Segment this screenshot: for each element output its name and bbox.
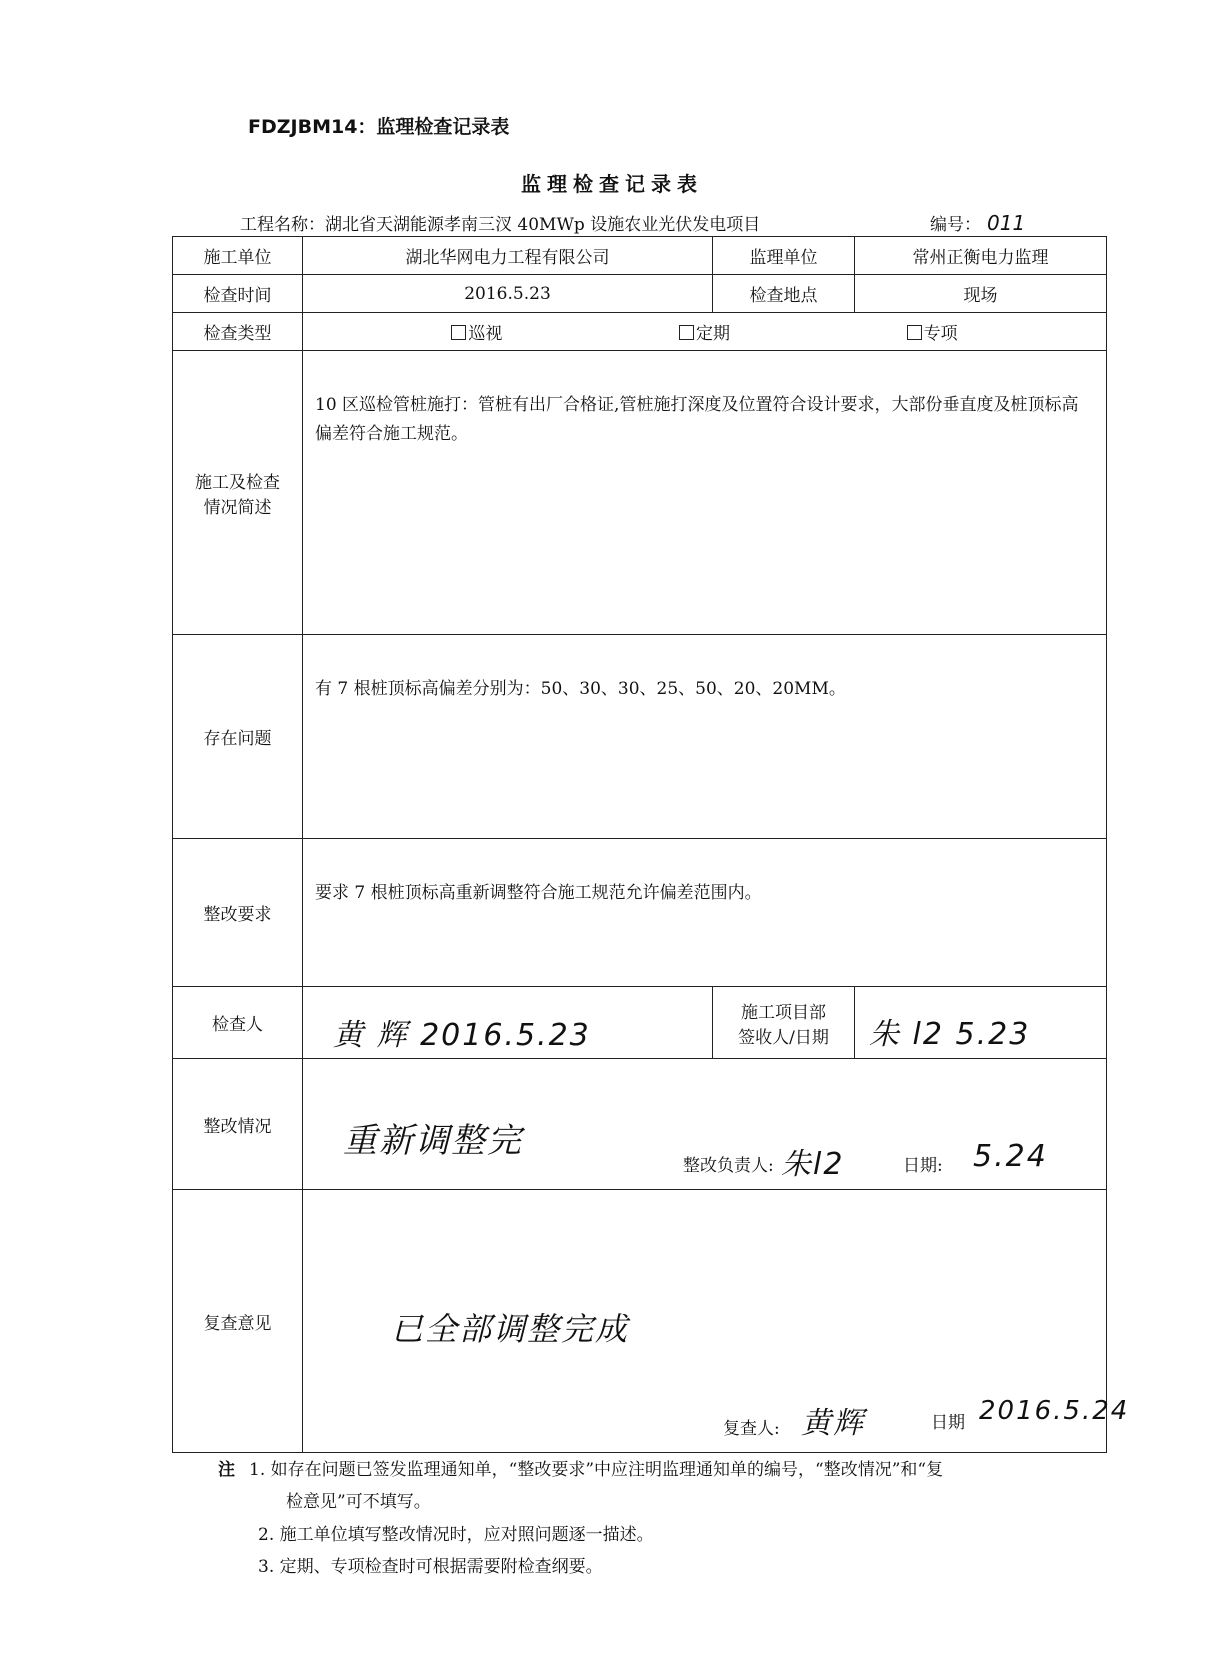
number-label: 编号：: [930, 215, 981, 235]
review-label: 复查意见: [173, 1190, 303, 1453]
review-opinion: 已全部调整完成: [391, 1310, 630, 1348]
check-time-label: 检查时间: [173, 275, 303, 313]
row-problems: [173, 635, 1107, 839]
review-date-value: 2016.5.24: [979, 1396, 1130, 1426]
check-type-periodic[interactable]: 定期: [679, 319, 730, 344]
row-check-type: [173, 313, 1107, 351]
receiver-signature: 朱 l2 5.23: [869, 1016, 1031, 1052]
check-place-value: 现场: [855, 275, 1107, 313]
rectification-status-cell: [303, 1059, 1107, 1190]
rectification-date-label: 日期:: [903, 1156, 943, 1176]
check-type-patrol[interactable]: 巡视: [451, 319, 502, 344]
row-units: [173, 237, 1107, 275]
review-cell: [303, 1190, 1130, 1453]
reviewer-signature: 黄辉: [801, 1406, 865, 1441]
row-description: [173, 351, 1107, 635]
responsible-signature: 朱l2: [781, 1147, 845, 1182]
check-type-special[interactable]: 专项: [907, 319, 958, 344]
rectification-requirements-label: 整改要求: [173, 839, 303, 987]
project-label: 工程名称：: [240, 215, 325, 235]
project-line: [240, 210, 760, 235]
form-title: 监理检查记录表: [521, 172, 703, 196]
note-item-3: 3. 定期、专项检查时可根据需要附检查纲要。: [258, 1556, 603, 1577]
check-time-value: 2016.5.23: [303, 275, 713, 313]
project-name: 湖北省天湖能源孝南三汊 40MWp 设施农业光伏发电项目: [325, 215, 761, 235]
supervision-unit-label: 监理单位: [713, 237, 855, 275]
check-type-options: [303, 313, 1107, 351]
check-type-label: 检查类型: [173, 313, 303, 351]
note-item-2: 2. 施工单位填写整改情况时，应对照问题逐一描述。: [258, 1524, 654, 1545]
construction-unit-label: 施工单位: [173, 237, 303, 275]
problems-label: 存在问题: [173, 635, 303, 839]
problems-value: 有 7 根桩顶标高偏差分别为：50、30、30、25、50、20、20MM。: [303, 635, 1107, 839]
reviewer-label: 复查人:: [723, 1419, 780, 1439]
supervision-unit-value: 常州正衡电力监理: [855, 237, 1107, 275]
note-item-1a: 注 1. 如存在问题已签发监理通知单，“整改要求”中应注明监理通知单的编号，“整改情况”和“复: [218, 1460, 944, 1480]
receiver-label: 施工项目部 签收人/日期: [713, 987, 855, 1059]
inspector-label: 检查人: [173, 987, 303, 1059]
row-signatures: [173, 987, 1107, 1059]
rectification-date-value: 5.24: [973, 1139, 1048, 1174]
construction-unit-value: 湖北华网电力工程有限公司: [303, 237, 713, 275]
rectification-status-value: 重新调整完: [343, 1121, 523, 1161]
inspection-record-table: [172, 236, 1130, 1453]
row-review: [173, 1190, 1107, 1453]
review-date-label: 日期: [931, 1413, 965, 1433]
row-rectification-status: [173, 1059, 1107, 1190]
number-value: 011: [987, 211, 1026, 235]
inspector-signature-cell: [303, 987, 713, 1059]
check-place-label: 检查地点: [713, 275, 855, 313]
description-label: 施工及检查 情况简述: [173, 351, 303, 635]
row-rectification-requirements: [173, 839, 1107, 987]
row-time-place: [173, 275, 1107, 313]
rectification-status-label: 整改情况: [173, 1059, 303, 1190]
document-code: FDZJBM14：监理检查记录表: [248, 116, 510, 138]
receiver-signature-cell: [855, 987, 1107, 1059]
checkbox-icon[interactable]: [451, 325, 466, 340]
checkbox-icon[interactable]: [679, 325, 694, 340]
checkbox-icon[interactable]: [907, 325, 922, 340]
form-number: [930, 210, 1025, 235]
inspector-signature: 黄 辉 2016.5.23: [333, 1017, 591, 1053]
rectification-requirements-value: 要求 7 根桩顶标高重新调整符合施工规范允许偏差范围内。: [303, 839, 1107, 987]
responsible-label: 整改负责人:: [683, 1156, 774, 1176]
description-value: 10 区巡检管桩施打：管桩有出厂合格证,管桩施打深度及位置符合设计要求，大部份垂直度及桩顶标高偏差符合施工规范。: [303, 351, 1107, 635]
notes-mark: 注: [218, 1460, 235, 1480]
note-item-1b: 检意见”可不填写。: [286, 1492, 431, 1513]
notes-section: [218, 1454, 943, 1583]
